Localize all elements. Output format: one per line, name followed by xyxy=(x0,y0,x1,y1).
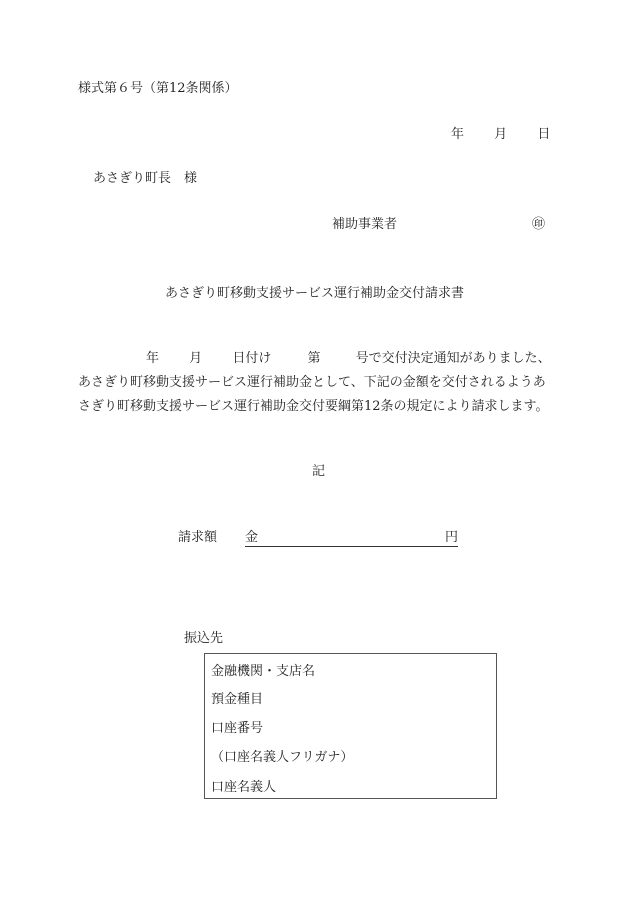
bank-heading: 振込先 xyxy=(184,631,224,646)
applicant-label: 補助事業者 xyxy=(332,217,398,232)
addressee: あさぎり町長 様 xyxy=(93,171,198,186)
date-line xyxy=(451,127,550,143)
bank-row-account-number: 口座番号 xyxy=(211,721,264,736)
document-title: あさぎり町移動支援サービス運行補助金交付請求書 xyxy=(165,286,465,301)
bank-row-account-type: 預金種目 xyxy=(211,692,264,707)
amount-field[interactable] xyxy=(245,530,458,547)
body-dated: 日付け xyxy=(232,351,272,366)
body-rest: 号で交付決定通知がありました、 xyxy=(355,351,551,366)
date-day: 日 xyxy=(537,127,551,142)
amount-suffix: 円 xyxy=(445,530,459,545)
date-month: 月 xyxy=(494,127,508,142)
body-month: 月 xyxy=(189,351,203,366)
note-heading: 記 xyxy=(312,464,326,479)
body-line-3: さぎり町移動支援サービス運行補助金交付要綱第12条の規定により請求します。 xyxy=(78,399,549,414)
bank-info-box xyxy=(204,653,497,799)
body-line-1 xyxy=(146,351,551,367)
amount-prefix: 金 xyxy=(245,530,259,545)
body-line-2: あさぎり町移動支援サービス運行補助金として、下記の金額を交付されるようあ xyxy=(78,375,546,390)
bank-row-holder-name: 口座名義人 xyxy=(211,780,277,795)
bank-row-institution: 金融機関・支店名 xyxy=(211,664,316,679)
body-year: 年 xyxy=(146,351,160,366)
date-year: 年 xyxy=(451,127,465,142)
seal-icon: ㊞ xyxy=(532,217,546,232)
form-number: 様式第６号（第12条関係） xyxy=(78,81,238,96)
body-no-prefix: 第 xyxy=(307,351,321,366)
bank-row-holder-kana: （口座名義人フリガナ） xyxy=(211,750,354,765)
amount-label: 請求額 xyxy=(178,530,218,545)
